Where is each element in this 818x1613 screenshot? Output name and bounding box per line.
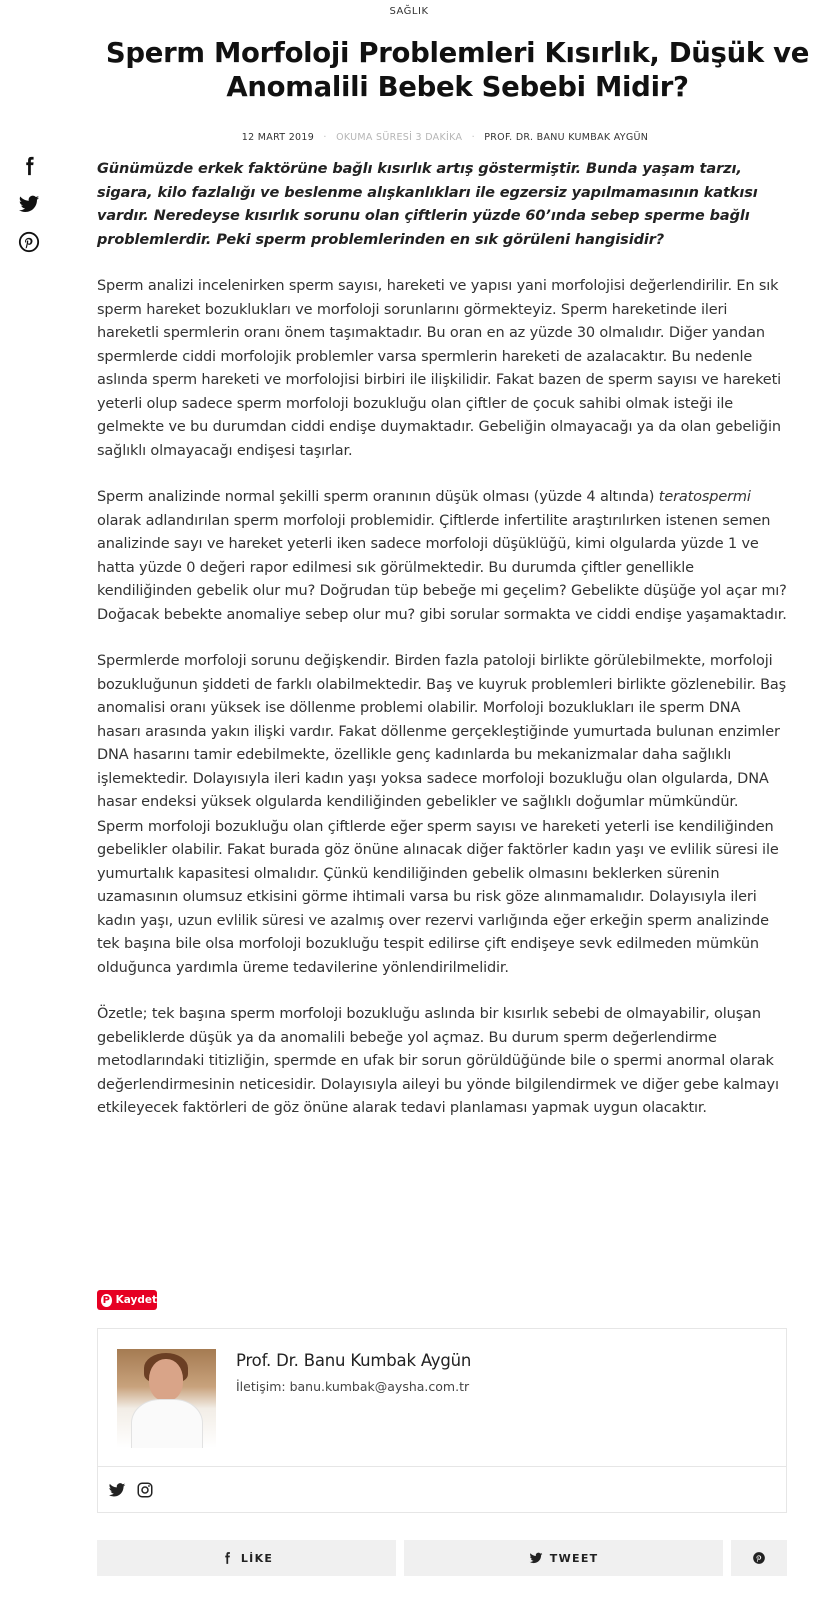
article-paragraph: Sperm morfoloji bozukluğu olan çiftlerde eğer sperm sayısı ve hareketi yeterli ise kendiliğinden gebelikler olabilir. Fakat burada göz önüne alınacak diğer faktörler kadın yaşı ve evlilik süresi ile yumurtalık kapasitesi olmalıdır. Çünkü kendiliğinden gebelik olmasını beklerken sürenin uzamasının olumsuz etkisini görme ihtimali varsa bu risk göze alınmamalıdır. Dolayısıyla ileri kadın yaşı, uzun evlilik süresi ve azalmış over rezervi varlığında eğer erkeğin sperm analizinde tek başına bile olsa morfoloji bozukluğu tespit edilirse çift endişeye sevk edilmeden mümkün olduğunca yardımla üreme tedavilerine yönlendirilmelidir. bbox=[97, 818, 779, 976]
save-label: Kaydet bbox=[115, 1294, 157, 1306]
bottom-share-bar bbox=[97, 1540, 787, 1576]
term-teratospermi: teratospermi bbox=[658, 489, 751, 505]
reading-time: OKUMA SÜRESİ 3 DAKİKA bbox=[336, 132, 463, 143]
article-paragraph: Spermlerde morfoloji sorunu değişkendir. Birden fazla patoloji birlikte görülebilmekte, morfoloji bozukluğunun şiddeti de farklı olabilmektedir. Baş ve kuyruk problemleri birlikte gözlenebilir. Baş anomalisi oranı yüksek ise döllenme problemi olabilir. Morfoloji bozuklukları ile sperm DNA hasarı arasında yakın ilişki vardır. Fakat döllenme gerçekleştiğinde yumurtada bulunan enzimler DNA hasarını tamir edebilmekte, özellikle genç kadınlarda bu mekanizmalar daha sağlıklı işlemektedir. Dolayısıyla ileri kadın yaşı yoksa sadece morfoloji bozukluğu olan olgularda, DNA hasar endeksi yüksek olgularda kendiliğinden gebelikler ve sağlıklı doğumlar mümkündür. bbox=[97, 653, 787, 810]
paragraph-text: Sperm analizinde normal şekilli sperm oranının düşük olması (yüzde 4 altında) bbox=[97, 489, 655, 505]
facebook-icon bbox=[220, 1551, 234, 1565]
side-share-bar bbox=[17, 155, 41, 269]
paragraph-text: olarak adlandırılan sperm morfoloji problemidir. Çiftlerde infertilite araştırılırken istenen semen analizinde sayı ve hareket yeterli iken sadece morfoloji düşüklüğü, kimi olgularda yüzde 1 ve hatta yüzde 0 değeri rapor edilmesi sık görülmektedir. Bu durumda çiftler genellikle kendiliğinden gebelik olur mu? Doğrudan tüp bebeğe mi geçelim? Gebelikte düşüğe yol açar mı? Doğacak bebekte anomaliye sebep olur mu? gibi sorular sormakta ve ciddi endişe yaşamaktadır. bbox=[97, 512, 787, 623]
meta-separator: · bbox=[471, 132, 475, 143]
tweet-label: TWEET bbox=[549, 1551, 599, 1565]
publish-date: 12 MART 2019 bbox=[241, 132, 315, 143]
article-title: Sperm Morfoloji Problemleri Kısırlık, Düşük ve Anomalili Bebek Sebebi Midir? bbox=[105, 37, 810, 103]
meta-separator: · bbox=[323, 132, 327, 143]
instagram-icon[interactable] bbox=[136, 1481, 154, 1503]
like-label: LİKE bbox=[240, 1551, 274, 1565]
article-paragraph: Sperm analizi incelenirken sperm sayısı, hareketi ve yapısı yani morfolojisi değerlendirilir. En sık sperm hareket bozuklukları ve morfoloji sorunlarını görmekteyiz. Sperm hareketinde ileri hareketli spermlerin oranı önem taşımaktadır. Bu oran en az yüzde 30 olmalıdır. Diğer yandan spermlerde ciddi morfolojik problemler varsa spermlerin hareketi de azalacaktır. Bu nedenle aslında sperm hareketi ve morfolojisi birbiri ile ilişkilidir. Fakat bazen de sperm sayısı ve hareketi yeterli olup sadece sperm morfoloji bozukluğu olan çiftler de çocuk sahibi olmak isteği ile gelmekte ve bu durumdan ciddi endişe duymaktadır. Gebeliğin olmayacağı ya da olan gebeliğin sağlıklı olmayacağı endişesi taşırlar. bbox=[97, 278, 781, 459]
twitter-icon[interactable] bbox=[17, 193, 41, 217]
article-lead: Günümüzde erkek faktörüne bağlı kısırlık artış göstermiştir. Bunda yaşam tarzı, sigara, kilo fazlalığı ve beslenme alışkanlıkları ile egzersiz yapılmamasının katkısı vardır. Neredeyse kısırlık sorunu olan çiftlerin yüzde 60’ında sebep sperme bağlı problemlerdir. Peki sperm problemlerinden en sık görüleni hangisidir? bbox=[97, 161, 758, 248]
twitter-icon bbox=[529, 1551, 543, 1565]
facebook-like-button[interactable] bbox=[97, 1540, 396, 1576]
facebook-icon[interactable] bbox=[17, 155, 41, 179]
article-meta bbox=[0, 132, 818, 143]
pinterest-save-button[interactable] bbox=[97, 1290, 157, 1310]
author-contact: İletişim: banu.kumbak@aysha.com.tr bbox=[236, 1379, 470, 1394]
category-label[interactable]: SAĞLIK bbox=[389, 6, 429, 17]
author-avatar bbox=[117, 1349, 216, 1448]
divider bbox=[98, 1466, 786, 1467]
pinterest-icon[interactable] bbox=[17, 231, 41, 255]
tweet-button[interactable] bbox=[404, 1540, 723, 1576]
pinterest-icon: P bbox=[102, 1294, 110, 1306]
author-link[interactable]: PROF. DR. BANU KUMBAK AYGÜN bbox=[484, 132, 649, 143]
article-paragraph bbox=[97, 486, 787, 627]
pinterest-share-button[interactable] bbox=[731, 1540, 787, 1576]
pinterest-icon bbox=[752, 1551, 766, 1565]
author-social-links bbox=[108, 1481, 154, 1503]
author-name[interactable]: Prof. Dr. Banu Kumbak Aygün bbox=[236, 1351, 472, 1370]
article-paragraph: Özetle; tek başına sperm morfoloji bozukluğu aslında bir kısırlık sebebi de olmayabilir, oluşan gebeliklerde düşük ya da anomalili bebeğe yol açmaz. Bu durum sperm değerlendirme metodlarındaki titizliğin, spermde en ufak bir sorun görüldüğünde bile o spermi anormal olarak değerlendirmesinin neticesidir. Dolayısıyla aileyi bu yönde bilgilendirmek ve diğer gebe kalmayı etkileyecek faktörleri de göz önüne alarak tedavi planlaması yapmak uygun olacaktır. bbox=[97, 1006, 779, 1116]
author-box bbox=[97, 1328, 787, 1513]
article-body bbox=[97, 158, 787, 1121]
twitter-icon[interactable] bbox=[108, 1481, 126, 1503]
